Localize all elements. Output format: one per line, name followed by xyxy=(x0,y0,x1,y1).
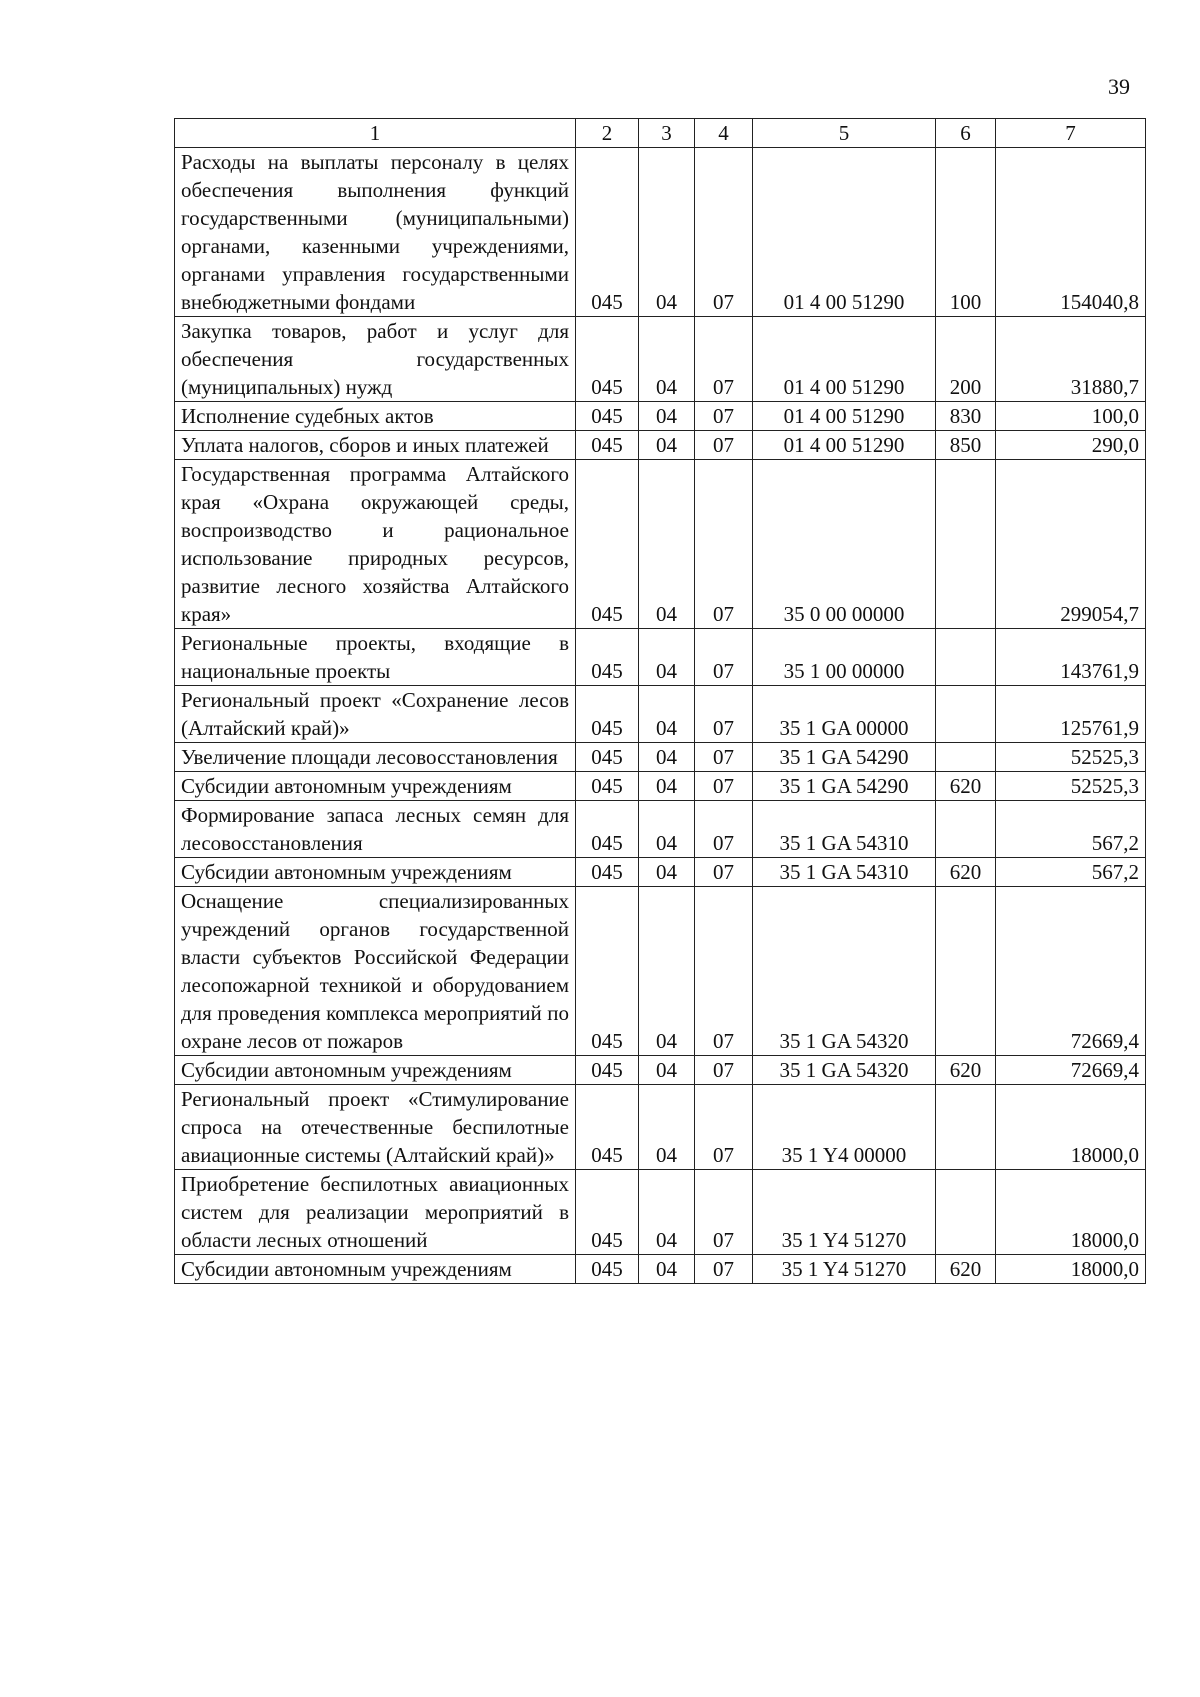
expense-type xyxy=(936,460,996,629)
expense-type: 620 xyxy=(936,858,996,887)
column-number: 6 xyxy=(936,119,996,148)
section-code: 04 xyxy=(639,1255,695,1284)
row-name: Субсидии автономным учреждениям xyxy=(175,858,576,887)
expense-type xyxy=(936,1170,996,1255)
subsection-code: 07 xyxy=(695,1170,753,1255)
row-name: Субсидии автономным учреждениям xyxy=(175,772,576,801)
expense-type: 620 xyxy=(936,1056,996,1085)
subsection-code: 07 xyxy=(695,743,753,772)
target-article: 35 1 GA 54310 xyxy=(753,858,936,887)
column-number: 3 xyxy=(639,119,695,148)
target-article: 35 1 GA 00000 xyxy=(753,686,936,743)
section-code: 04 xyxy=(639,629,695,686)
subsection-code: 07 xyxy=(695,1056,753,1085)
amount: 18000,0 xyxy=(996,1085,1146,1170)
amount: 18000,0 xyxy=(996,1255,1146,1284)
expense-type xyxy=(936,801,996,858)
table-row xyxy=(175,1170,1146,1255)
subsection-code: 07 xyxy=(695,402,753,431)
expense-type: 830 xyxy=(936,402,996,431)
section-code: 04 xyxy=(639,317,695,402)
target-article: 01 4 00 51290 xyxy=(753,402,936,431)
subsection-code: 07 xyxy=(695,801,753,858)
subsection-code: 07 xyxy=(695,431,753,460)
column-number: 2 xyxy=(576,119,639,148)
section-code: 04 xyxy=(639,431,695,460)
row-name: Региональные проекты, входящие в национальные проекты xyxy=(175,629,576,686)
section-code: 04 xyxy=(639,858,695,887)
amount: 154040,8 xyxy=(996,148,1146,317)
expense-type xyxy=(936,1085,996,1170)
row-name: Увеличение площади лесовосстановления xyxy=(175,743,576,772)
column-number: 5 xyxy=(753,119,936,148)
subsection-code: 07 xyxy=(695,887,753,1056)
subsection-code: 07 xyxy=(695,629,753,686)
target-article: 01 4 00 51290 xyxy=(753,431,936,460)
subsection-code: 07 xyxy=(695,858,753,887)
column-number: 4 xyxy=(695,119,753,148)
ministry-code: 045 xyxy=(576,431,639,460)
expense-type: 620 xyxy=(936,772,996,801)
table-row xyxy=(175,686,1146,743)
expense-type xyxy=(936,887,996,1056)
ministry-code: 045 xyxy=(576,629,639,686)
row-name: Субсидии автономным учреждениям xyxy=(175,1255,576,1284)
section-code: 04 xyxy=(639,1170,695,1255)
ministry-code: 045 xyxy=(576,317,639,402)
ministry-code: 045 xyxy=(576,686,639,743)
amount: 52525,3 xyxy=(996,743,1146,772)
target-article: 01 4 00 51290 xyxy=(753,317,936,402)
target-article: 35 1 GA 54290 xyxy=(753,743,936,772)
subsection-code: 07 xyxy=(695,317,753,402)
section-code: 04 xyxy=(639,686,695,743)
expense-type: 620 xyxy=(936,1255,996,1284)
amount: 143761,9 xyxy=(996,629,1146,686)
amount: 18000,0 xyxy=(996,1170,1146,1255)
column-number: 7 xyxy=(996,119,1146,148)
section-code: 04 xyxy=(639,460,695,629)
amount: 290,0 xyxy=(996,431,1146,460)
ministry-code: 045 xyxy=(576,801,639,858)
expense-type xyxy=(936,629,996,686)
table-row xyxy=(175,402,1146,431)
row-name: Оснащение специализированных учреждений органов государственной власти субъектов Российской Федерации лесопожарной техникой и оборудованием для проведения комплекса мероприятий по охране лесов от пожаров xyxy=(175,887,576,1056)
table-row xyxy=(175,858,1146,887)
expense-type xyxy=(936,743,996,772)
subsection-code: 07 xyxy=(695,148,753,317)
table-row xyxy=(175,1255,1146,1284)
ministry-code: 045 xyxy=(576,887,639,1056)
amount: 31880,7 xyxy=(996,317,1146,402)
table-row xyxy=(175,743,1146,772)
amount: 125761,9 xyxy=(996,686,1146,743)
ministry-code: 045 xyxy=(576,1085,639,1170)
table-row xyxy=(175,431,1146,460)
target-article: 35 1 GA 54320 xyxy=(753,1056,936,1085)
amount: 52525,3 xyxy=(996,772,1146,801)
row-name: Формирование запаса лесных семян для лесовосстановления xyxy=(175,801,576,858)
target-article: 35 1 Y4 00000 xyxy=(753,1085,936,1170)
expense-type: 200 xyxy=(936,317,996,402)
section-code: 04 xyxy=(639,1085,695,1170)
expense-type: 850 xyxy=(936,431,996,460)
row-name: Государственная программа Алтайского края «Охрана окружающей среды, воспроизводство и рациональное использование природных ресурсов, развитие лесного хозяйства Алтайского края» xyxy=(175,460,576,629)
amount: 567,2 xyxy=(996,858,1146,887)
row-name: Региональный проект «Стимулирование спроса на отечественные беспилотные авиационные системы (Алтайский край)» xyxy=(175,1085,576,1170)
section-code: 04 xyxy=(639,801,695,858)
ministry-code: 045 xyxy=(576,858,639,887)
amount: 299054,7 xyxy=(996,460,1146,629)
table-row xyxy=(175,148,1146,317)
section-code: 04 xyxy=(639,743,695,772)
table-row xyxy=(175,317,1146,402)
column-number-row xyxy=(175,119,1146,148)
table-row xyxy=(175,460,1146,629)
subsection-code: 07 xyxy=(695,1255,753,1284)
expense-type: 100 xyxy=(936,148,996,317)
section-code: 04 xyxy=(639,887,695,1056)
target-article: 35 1 GA 54320 xyxy=(753,887,936,1056)
target-article: 35 0 00 00000 xyxy=(753,460,936,629)
amount: 100,0 xyxy=(996,402,1146,431)
expense-type xyxy=(936,686,996,743)
amount: 72669,4 xyxy=(996,887,1146,1056)
target-article: 35 1 GA 54310 xyxy=(753,801,936,858)
row-name: Региональный проект «Сохранение лесов (Алтайский край)» xyxy=(175,686,576,743)
row-name: Уплата налогов, сборов и иных платежей xyxy=(175,431,576,460)
table-row xyxy=(175,801,1146,858)
target-article: 35 1 00 00000 xyxy=(753,629,936,686)
ministry-code: 045 xyxy=(576,460,639,629)
row-name: Субсидии автономным учреждениям xyxy=(175,1056,576,1085)
ministry-code: 045 xyxy=(576,148,639,317)
page-number: 39 xyxy=(1108,74,1130,99)
ministry-code: 045 xyxy=(576,743,639,772)
table-row xyxy=(175,772,1146,801)
ministry-code: 045 xyxy=(576,772,639,801)
column-number: 1 xyxy=(175,119,576,148)
table-row xyxy=(175,629,1146,686)
ministry-code: 045 xyxy=(576,1255,639,1284)
section-code: 04 xyxy=(639,402,695,431)
subsection-code: 07 xyxy=(695,460,753,629)
target-article: 35 1 GA 54290 xyxy=(753,772,936,801)
subsection-code: 07 xyxy=(695,686,753,743)
section-code: 04 xyxy=(639,1056,695,1085)
table-row xyxy=(175,1085,1146,1170)
section-code: 04 xyxy=(639,772,695,801)
ministry-code: 045 xyxy=(576,402,639,431)
row-name: Расходы на выплаты персоналу в целях обеспечения выполнения функций государственными (муниципальными) органами, казенными учреждениями, органами управления государственными внебюджетными фондами xyxy=(175,148,576,317)
subsection-code: 07 xyxy=(695,772,753,801)
budget-table xyxy=(174,118,1146,1284)
section-code: 04 xyxy=(639,148,695,317)
ministry-code: 045 xyxy=(576,1170,639,1255)
table-row xyxy=(175,887,1146,1056)
amount: 567,2 xyxy=(996,801,1146,858)
target-article: 35 1 Y4 51270 xyxy=(753,1255,936,1284)
row-name: Закупка товаров, работ и услуг для обеспечения государственных (муниципальных) нужд xyxy=(175,317,576,402)
row-name: Исполнение судебных актов xyxy=(175,402,576,431)
subsection-code: 07 xyxy=(695,1085,753,1170)
ministry-code: 045 xyxy=(576,1056,639,1085)
row-name: Приобретение беспилотных авиационных систем для реализации мероприятий в области лесных отношений xyxy=(175,1170,576,1255)
amount: 72669,4 xyxy=(996,1056,1146,1085)
table-row xyxy=(175,1056,1146,1085)
target-article: 01 4 00 51290 xyxy=(753,148,936,317)
target-article: 35 1 Y4 51270 xyxy=(753,1170,936,1255)
